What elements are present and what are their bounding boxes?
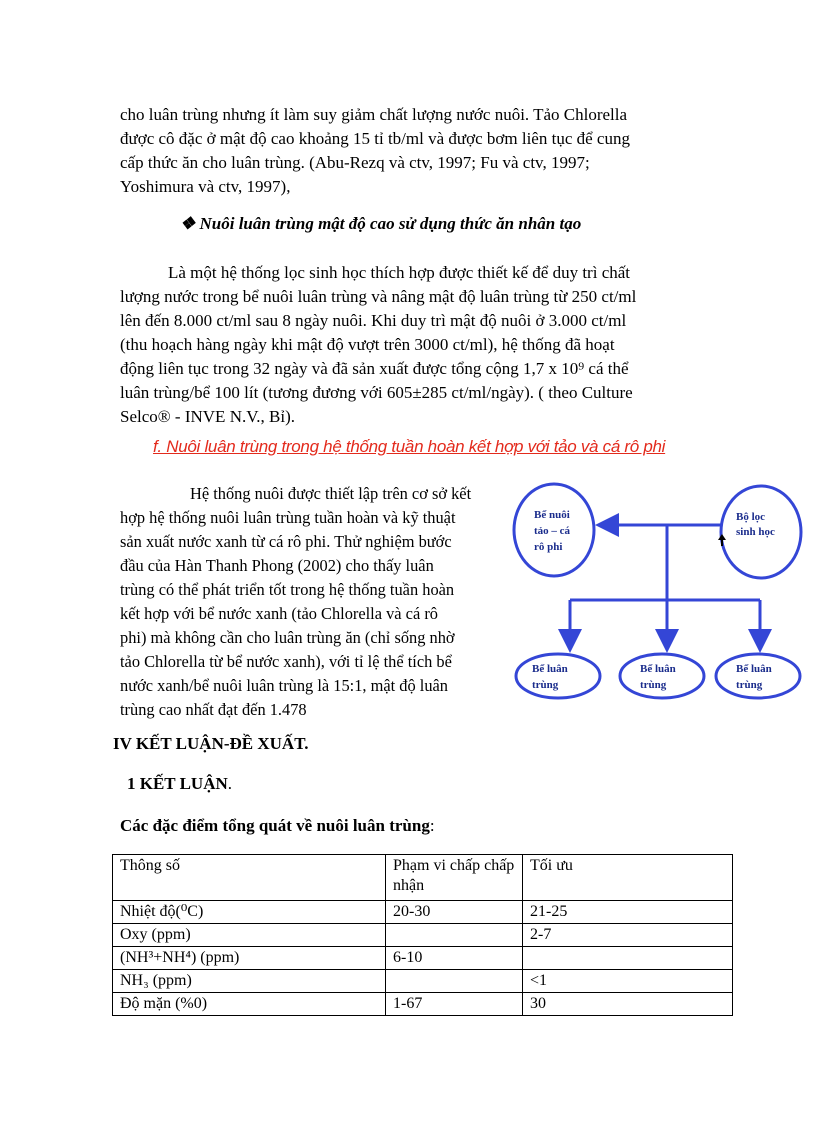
text-line: Hệ thống nuôi được thiết lập trên cơ sở kết <box>190 484 472 503</box>
system-diagram <box>510 480 810 710</box>
text-line: đầu của Hàn Thanh Phong (2002) cho thấy luân <box>120 556 434 575</box>
text-line: kết hợp với bể nước xanh (tảo Chlorella và cá rô <box>120 604 438 623</box>
table-title <box>120 815 435 837</box>
table-title-text: Các đặc điểm tổng quát về nuôi luân trùng <box>120 816 430 835</box>
biofilter-label: sinh học <box>736 526 775 538</box>
rotifer-tank-node-1 <box>516 654 600 698</box>
text-line: Là một hệ thống lọc sinh học thích hợp được thiết kế để duy trì chất <box>168 263 631 282</box>
parameters-table <box>112 854 733 1016</box>
table-header-cell: Phạm vi chấp chấp nhận <box>386 855 523 901</box>
table-cell: Nhiệt độ(⁰C) <box>113 901 386 924</box>
table-header-row <box>113 855 733 901</box>
table-header-cell: Thông số <box>113 855 386 901</box>
table-cell: 1-67 <box>386 993 523 1016</box>
table-row <box>113 970 733 993</box>
table-cell: 21-25 <box>523 901 733 924</box>
table-row <box>113 901 733 924</box>
rotifer-tank-label: Bể luân <box>736 663 772 675</box>
table-cell <box>523 947 733 970</box>
section-f-title: f. Nuôi luân trùng trong hệ thống tuần hoàn kết hợp với tảo và cá rô phi <box>153 437 666 456</box>
text-line: lượng nước trong bể nuôi luân trùng và nâng mật độ luân trùng từ 250 ct/ml <box>120 287 637 306</box>
rotifer-tank-label: trùng <box>736 679 763 691</box>
table-cell: <1 <box>523 970 733 993</box>
text-line: nước xanh/bể nuôi luân trùng là 15:1, mật độ luân <box>120 676 448 695</box>
algae-tank-label: rô phi <box>534 541 563 553</box>
table-cell: 2-7 <box>523 924 733 947</box>
section-1-text: 1 KẾT LUẬN <box>127 774 228 793</box>
text-line: Yoshimura và ctv, 1997), <box>120 177 291 196</box>
table-cell: Oxy (ppm) <box>113 924 386 947</box>
text-line: cấp thức ăn cho luân trùng. (Abu-Rezq và ctv, 1997; Fu và ctv, 1997; <box>120 153 590 172</box>
rotifer-tank-label: Bể luân <box>640 663 676 675</box>
table-title-colon: : <box>429 816 435 835</box>
table-cell: 20-30 <box>386 901 523 924</box>
table-cell: (NH³+NH⁴) (ppm) <box>113 947 386 970</box>
table-cell: NH₃ (ppm) <box>113 970 386 993</box>
text-line: Selco® - INVE N.V., Bỉ). <box>120 407 296 426</box>
table-row <box>113 993 733 1016</box>
table-cell: Độ mặn (%0) <box>113 993 386 1016</box>
section-iv-heading: IV KẾT LUẬN-ĐỀ XUẤT. <box>113 734 309 753</box>
text-line: tảo Chlorella từ bể nước xanh), với tỉ lệ thể tích bể <box>120 652 452 671</box>
table-row <box>113 924 733 947</box>
text-line: hợp hệ thống nuôi luân trùng tuần hoàn và kỹ thuật <box>120 508 456 527</box>
table-cell: 30 <box>523 993 733 1016</box>
text-line: phi) mà không cần cho luân trùng ăn (chỉ sống nhờ <box>120 628 455 647</box>
bullet-heading: ❖ Nuôi luân trùng mật độ cao sử dụng thức ăn nhân tạo <box>180 214 582 233</box>
section-1-heading <box>127 773 232 795</box>
table-cell <box>386 970 523 993</box>
table-header-cell: Tối ưu <box>523 855 733 901</box>
rotifer-tank-node-3 <box>716 654 800 698</box>
rotifer-tank-label: trùng <box>532 679 559 691</box>
text-line: trùng có thể phát triển tốt trong hệ thống tuần hoàn <box>120 580 455 599</box>
rotifer-tank-label: trùng <box>640 679 667 691</box>
algae-tank-label: Bể nuôi <box>534 509 570 521</box>
text-line: (thu hoạch hàng ngày khi mật độ vượt trên 3000 ct/ml), hệ thống đã hoạt <box>120 335 615 354</box>
rotifer-tank-label: Bể luân <box>532 663 568 675</box>
section-1-period: . <box>227 774 233 793</box>
table-row <box>113 947 733 970</box>
text-line: luân trùng/bể 100 lít (tương đương với 605±285 ct/ml/ngày). ( theo Culture <box>120 383 633 402</box>
text-line: cho luân trùng nhưng ít làm suy giảm chất lượng nước nuôi. Tảo Chlorella <box>120 105 628 124</box>
text-line: động liên tục trong 32 ngày và đã sản xuất được tổng cộng 1,7 x 10⁹ cá thể <box>120 359 629 378</box>
rotifer-tank-node-2 <box>620 654 704 698</box>
text-line: sản xuất nước xanh từ cá rô phi. Thử nghiệm bước <box>120 532 452 551</box>
text-line: trùng cao nhất đạt đến 1.478 <box>120 700 307 719</box>
text-line: lên đến 8.000 ct/ml sau 8 ngày nuôi. Khi duy trì mật độ nuôi ở 3.000 ct/ml <box>120 311 627 330</box>
algae-tank-label: tảo – cá <box>534 525 571 537</box>
table-cell: 6-10 <box>386 947 523 970</box>
text-line: được cô đặc ở mật độ cao khoảng 15 tỉ tb/ml và được bơm liên tục để cung <box>120 129 630 148</box>
biofilter-label: Bộ lọc <box>736 511 766 523</box>
table-cell <box>386 924 523 947</box>
